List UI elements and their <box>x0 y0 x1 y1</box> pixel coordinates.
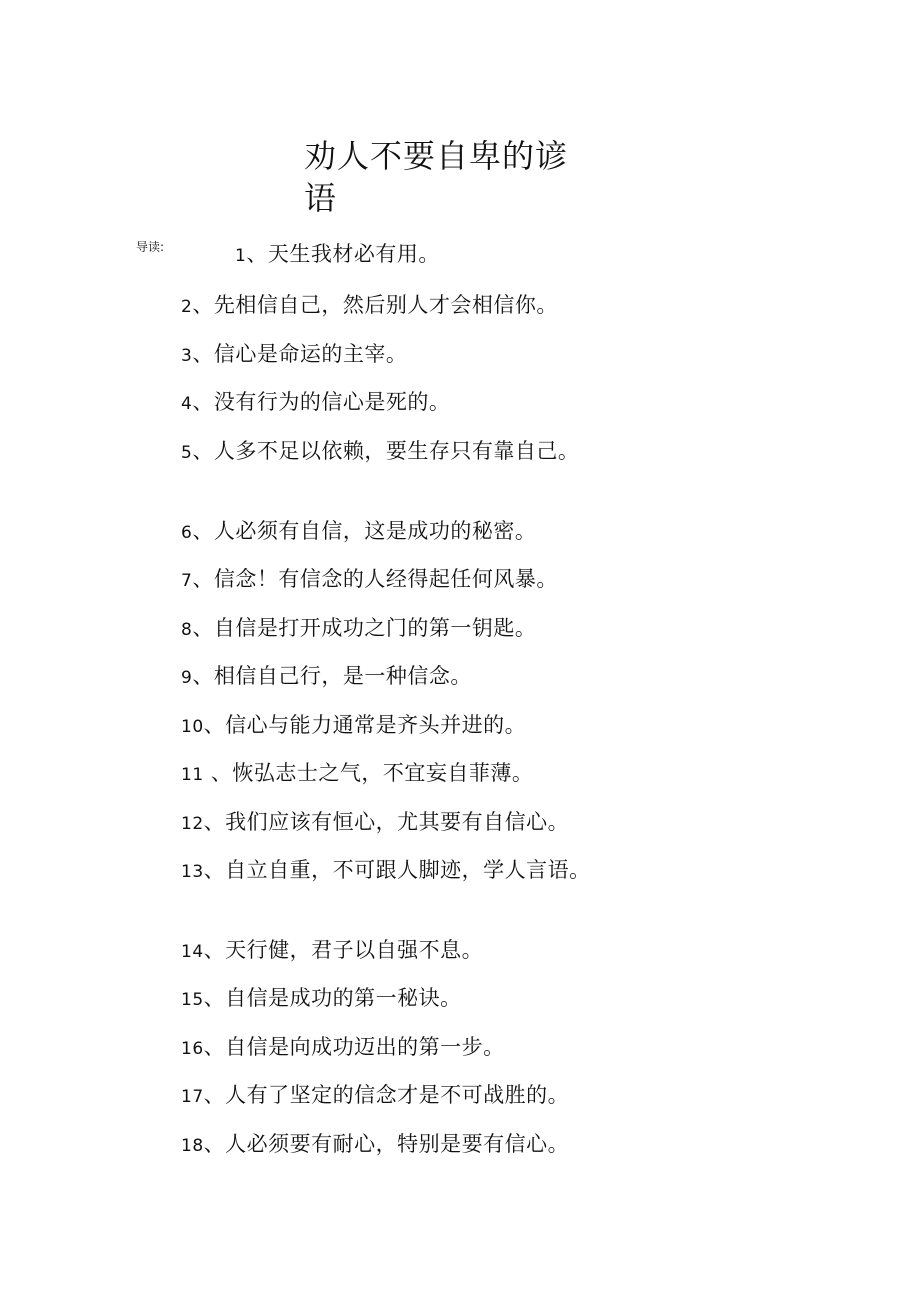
item-separator: 、 <box>192 664 214 688</box>
item-text: 相信自己行，是一种信念。 <box>213 664 472 688</box>
list-item <box>181 710 606 743</box>
list-item <box>181 1032 606 1065</box>
item-number: 5 <box>181 443 193 463</box>
item-text: 人有了坚定的信念才是不可战胜的。 <box>225 1083 570 1107</box>
list-item <box>181 855 596 888</box>
item-separator: 、 <box>192 567 214 591</box>
item-text: 信心与能力通常是齐头并进的。 <box>225 713 527 737</box>
item-text: 信心是命运的主宰。 <box>213 342 408 366</box>
list-item <box>181 436 586 469</box>
item-number: 2 <box>181 297 193 317</box>
list-item <box>181 807 606 840</box>
item-text: 人多不足以依赖，要生存只有靠自己。 <box>213 439 580 463</box>
item-number: 13 <box>181 862 204 882</box>
list-item <box>181 290 606 323</box>
intro-label: 导读: <box>136 240 165 254</box>
list-item <box>181 1129 606 1162</box>
list-item <box>181 564 606 597</box>
item-number: 11 <box>181 765 204 785</box>
item-text: 信念！有信念的人经得起任何风暴。 <box>213 567 558 591</box>
item-text: 自信是成功的第一秘诀。 <box>225 986 462 1010</box>
item-separator: 、 <box>192 616 214 640</box>
item-number: 10 <box>181 717 204 737</box>
item-separator: 、 <box>192 342 214 366</box>
item-text: 我们应该有恒心，尤其要有自信心。 <box>225 810 570 834</box>
item-separator: 、 <box>203 713 226 737</box>
item-number: 15 <box>181 990 204 1010</box>
item-separator: 、 <box>203 858 226 882</box>
item-text: 人必须有自信，这是成功的秘密。 <box>213 519 537 543</box>
item-text: 天生我材必有用。 <box>267 242 440 266</box>
document-title: 劝人不要自卑的谚语 <box>304 137 569 217</box>
list-item <box>181 983 606 1016</box>
list-item <box>235 239 660 272</box>
item-separator: 、 <box>192 390 214 414</box>
item-separator: 、 <box>203 761 233 785</box>
item-text: 自立自重，不可跟人脚迹，学人言语。 <box>225 858 591 882</box>
item-number: 14 <box>181 942 204 962</box>
item-separator: 、 <box>192 439 214 463</box>
item-text: 恢弘志士之气，不宜妄自菲薄。 <box>232 761 534 785</box>
item-text: 先相信自己，然后别人才会相信你。 <box>213 293 558 317</box>
item-number: 12 <box>181 814 204 834</box>
item-separator: 、 <box>192 293 214 317</box>
list-item <box>181 1080 606 1113</box>
item-number: 1 <box>235 246 247 266</box>
item-separator: 、 <box>203 1132 226 1156</box>
item-separator: 、 <box>246 242 268 266</box>
item-number: 16 <box>181 1039 204 1059</box>
list-item <box>181 613 606 646</box>
item-number: 4 <box>181 394 193 414</box>
list-item <box>181 758 606 791</box>
item-text: 自信是打开成功之门的第一钥匙。 <box>213 616 537 640</box>
item-separator: 、 <box>203 986 226 1010</box>
item-number: 18 <box>181 1136 204 1156</box>
item-separator: 、 <box>203 1035 226 1059</box>
item-separator: 、 <box>203 938 226 962</box>
item-number: 17 <box>181 1087 204 1107</box>
item-number: 8 <box>181 620 193 640</box>
item-number: 7 <box>181 571 193 591</box>
list-item <box>181 387 606 420</box>
list-item <box>181 516 606 549</box>
item-separator: 、 <box>203 810 226 834</box>
item-separator: 、 <box>192 519 214 543</box>
item-number: 6 <box>181 523 193 543</box>
item-text: 没有行为的信心是死的。 <box>213 390 451 414</box>
item-text: 自信是向成功迈出的第一步。 <box>225 1035 505 1059</box>
list-item <box>181 935 606 968</box>
item-separator: 、 <box>203 1083 226 1107</box>
item-text: 人必须要有耐心，特别是要有信心。 <box>225 1132 570 1156</box>
list-item <box>181 339 606 372</box>
list-item <box>181 661 606 694</box>
item-number: 3 <box>181 346 193 366</box>
item-text: 天行健，君子以自强不息。 <box>225 938 484 962</box>
item-number: 9 <box>181 668 193 688</box>
